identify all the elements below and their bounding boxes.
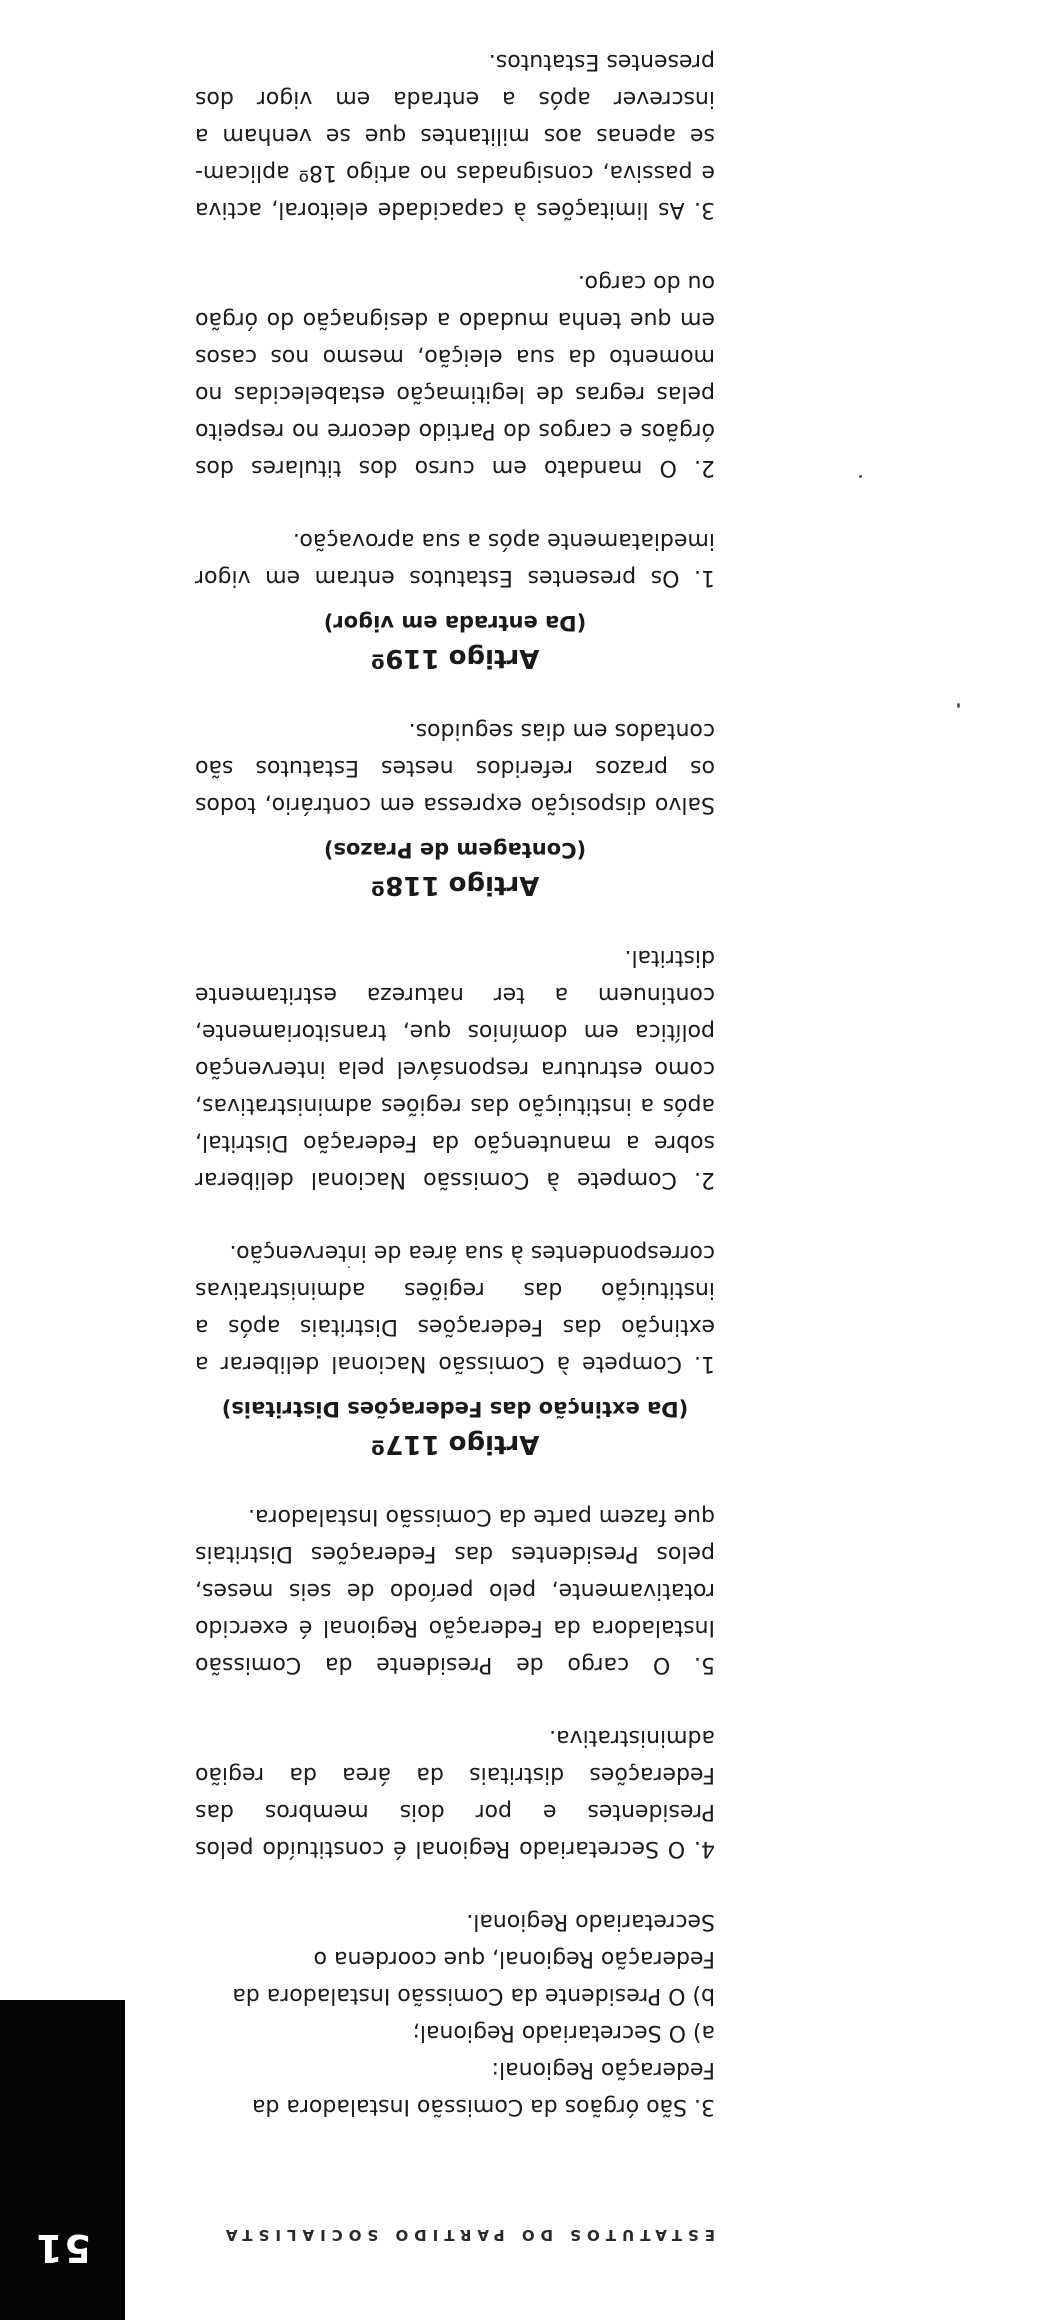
paragraph: 2. Compete à Comissão Nacional deliberar sobre a manutenção da Federação Distrital, após a instituição das regiões administrativas, como estrutura responsável pela intervenção política em domínios que, transitoriamente, continuem a ter natureza estritamente distrital. bbox=[195, 945, 715, 1192]
paragraph: 1. Os presentes Estatutos entram em vigor imediatamente após a sua aprovação. bbox=[195, 528, 715, 590]
paragraph-line: 3. São órgãos da Comissão Instaladora da Federação Regional: bbox=[251, 2057, 715, 2119]
paragraph: 3. As limitações à capacidade eleitoral, activa e passiva, consignadas no artigo 18º aplicam-se apenas aos militantes que se venham a inscrever após a entrada em vigor dos presentes Estatutos. bbox=[195, 49, 715, 222]
page-number: 51 bbox=[34, 2226, 91, 2270]
paragraph: 5. O cargo de Presidente da Comissão Instaladora da Federação Regional é exercido rotativamente, pelo período de seis meses, pelos Presidentes das Federações Distritais que fazem parte da Comissão Instaladora. bbox=[195, 1504, 715, 1677]
paragraph: 2. O mandato em curso dos titulares dos órgãos e cargos do Partido decorre no respeito pelas regras de legitimação estabelecidas no momento da sua eleição, mesmo nos casos em que tenha mudado a designação do órgão ou do cargo. bbox=[195, 270, 715, 480]
article-title: Artigo 119º bbox=[370, 643, 540, 673]
article-title: Artigo 117º bbox=[370, 1429, 540, 1459]
page-number-tab bbox=[0, 2000, 125, 2320]
paragraph-line: a) O Secretariado Regional; bbox=[412, 2020, 715, 2045]
running-header: ESTATUTOS DO PARTIDO SOCIALISTA bbox=[219, 2226, 715, 2244]
scan-speck bbox=[348, 1266, 350, 1268]
paragraph-line: b) O Presidente da Comissão Instaladora da Federação Regional, que coordena o Secretariado Regional. bbox=[232, 1909, 715, 2008]
article-subtitle: (Da extinção das Federações Distritais) bbox=[221, 1397, 689, 1421]
article-subtitle: (Da entrada em vigor) bbox=[323, 611, 587, 635]
scan-speck bbox=[859, 475, 862, 478]
scan-speck bbox=[957, 703, 960, 708]
paragraph: 4. O Secretariado Regional é constituído pelos Presidentes e por dois membros das Federações distritais da área da região administrativa. bbox=[195, 1725, 715, 1861]
paragraph bbox=[195, 1903, 715, 2125]
paragraph: Salvo disposição expressa em contrário, todos os prazos referidos nestes Estatutos são contados em dias seguidos. bbox=[195, 718, 715, 817]
paragraph: 1. Compete à Comissão Nacional deliberar a extinção das Federações Distritais após a instituição das regiões administrativas correspondentes à sua área de intervenção. bbox=[195, 1240, 715, 1376]
article-subtitle: (Contagem de Prazos) bbox=[323, 838, 587, 862]
article-title: Artigo 118º bbox=[370, 870, 540, 900]
body-text bbox=[195, 7, 715, 2125]
